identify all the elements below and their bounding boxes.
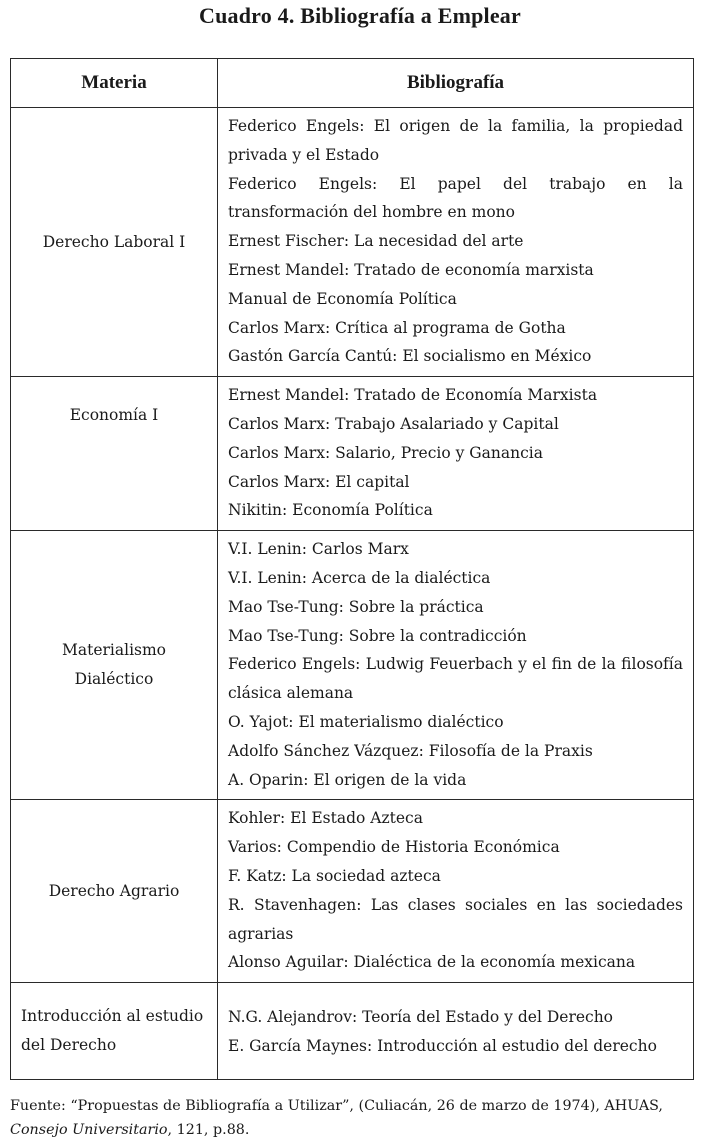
table-row xyxy=(11,983,694,1080)
reference-item: Nikitin: Economía Política xyxy=(228,501,433,520)
reference-item: Kohler: El Estado Azteca xyxy=(228,809,423,828)
table-title: Cuadro 4. Bibliografía a Emplear xyxy=(199,3,521,28)
reference-item: Alonso Aguilar: Dialéctica de la economía mexicana xyxy=(228,953,636,972)
source-citation: Consejo Universitario xyxy=(10,1122,168,1138)
reference-item: Gastón García Cantú: El socialismo en México xyxy=(228,347,592,366)
reference-item: Carlos Marx: Crítica al programa de Gotha xyxy=(228,318,566,337)
materia-cell: Introducción al estudio del Derecho xyxy=(11,983,218,1080)
reference-item: Mao Tse-Tung: Sobre la contradicción xyxy=(228,626,527,645)
bibliografia-cell xyxy=(218,983,694,1080)
table-row xyxy=(11,377,694,531)
reference-item: V.I. Lenin: Acerca de la dialéctica xyxy=(228,568,491,587)
table-row xyxy=(11,531,694,800)
reference-item: Ernest Fischer: La necesidad del arte xyxy=(228,232,524,251)
reference-item: E. García Maynes: Introducción al estudio del derecho xyxy=(228,1036,657,1055)
reference-item: O. Yajot: El materialismo dialéctico xyxy=(228,712,504,731)
materia-cell: Materialismo Dialéctico xyxy=(11,531,218,800)
reference-item: Ernest Mandel: Tratado de economía marxista xyxy=(228,260,594,279)
reference-item: Carlos Marx: El capital xyxy=(228,472,410,491)
table-row xyxy=(11,800,694,983)
source-citation-rest: , 121, p.88. xyxy=(167,1122,250,1138)
header-materia: Materia xyxy=(11,59,218,108)
table-header-row xyxy=(11,59,694,108)
bibliography-table xyxy=(10,58,694,1080)
bibliografia-cell xyxy=(218,800,694,983)
reference-item: Federico Engels: El origen de la familia, la propiedad privada y el Estado xyxy=(228,117,683,164)
reference-item: Carlos Marx: Trabajo Asalariado y Capital xyxy=(228,414,559,433)
bibliografia-cell xyxy=(218,531,694,800)
materia-cell: Derecho Laboral I xyxy=(11,108,218,377)
reference-item: Varios: Compendio de Historia Económica xyxy=(228,838,560,857)
bibliografia-cell xyxy=(218,377,694,531)
reference-item: F. Katz: La sociedad azteca xyxy=(228,866,441,885)
materia-cell: Derecho Agrario xyxy=(11,800,218,983)
table-row xyxy=(11,108,694,377)
source-note xyxy=(10,1094,710,1142)
reference-item: N.G. Alejandrov: Teoría del Estado y del Derecho xyxy=(228,1008,614,1027)
reference-item: Carlos Marx: Salario, Precio y Ganancia xyxy=(228,443,544,462)
bibliografia-cell xyxy=(218,108,694,377)
reference-item: Federico Engels: El papel del trabajo en la transformación del hombre en mono xyxy=(228,174,683,222)
header-bibliografia: Bibliografía xyxy=(218,59,694,108)
reference-item: R. Stavenhagen: Las clases sociales en las sociedades agrarias xyxy=(228,895,683,943)
source-text: Fuente: “Propuestas de Bibliografía a Utilizar”, (Culiacán, 26 de marzo de 1974), AHUAS, xyxy=(10,1098,663,1114)
materia-cell: Economía I xyxy=(11,377,218,531)
reference-item: Manual de Economía Política xyxy=(228,289,457,308)
reference-item: Federico Engels: Ludwig Feuerbach y el fin de la filosofía clásica alemana xyxy=(228,655,683,703)
reference-item: V.I. Lenin: Carlos Marx xyxy=(228,540,409,559)
reference-item: A. Oparin: El origen de la vida xyxy=(228,770,467,789)
reference-item: Mao Tse-Tung: Sobre la práctica xyxy=(228,597,484,616)
reference-item: Ernest Mandel: Tratado de Economía Marxista xyxy=(228,386,598,405)
reference-item: Adolfo Sánchez Vázquez: Filosofía de la Praxis xyxy=(228,741,593,760)
